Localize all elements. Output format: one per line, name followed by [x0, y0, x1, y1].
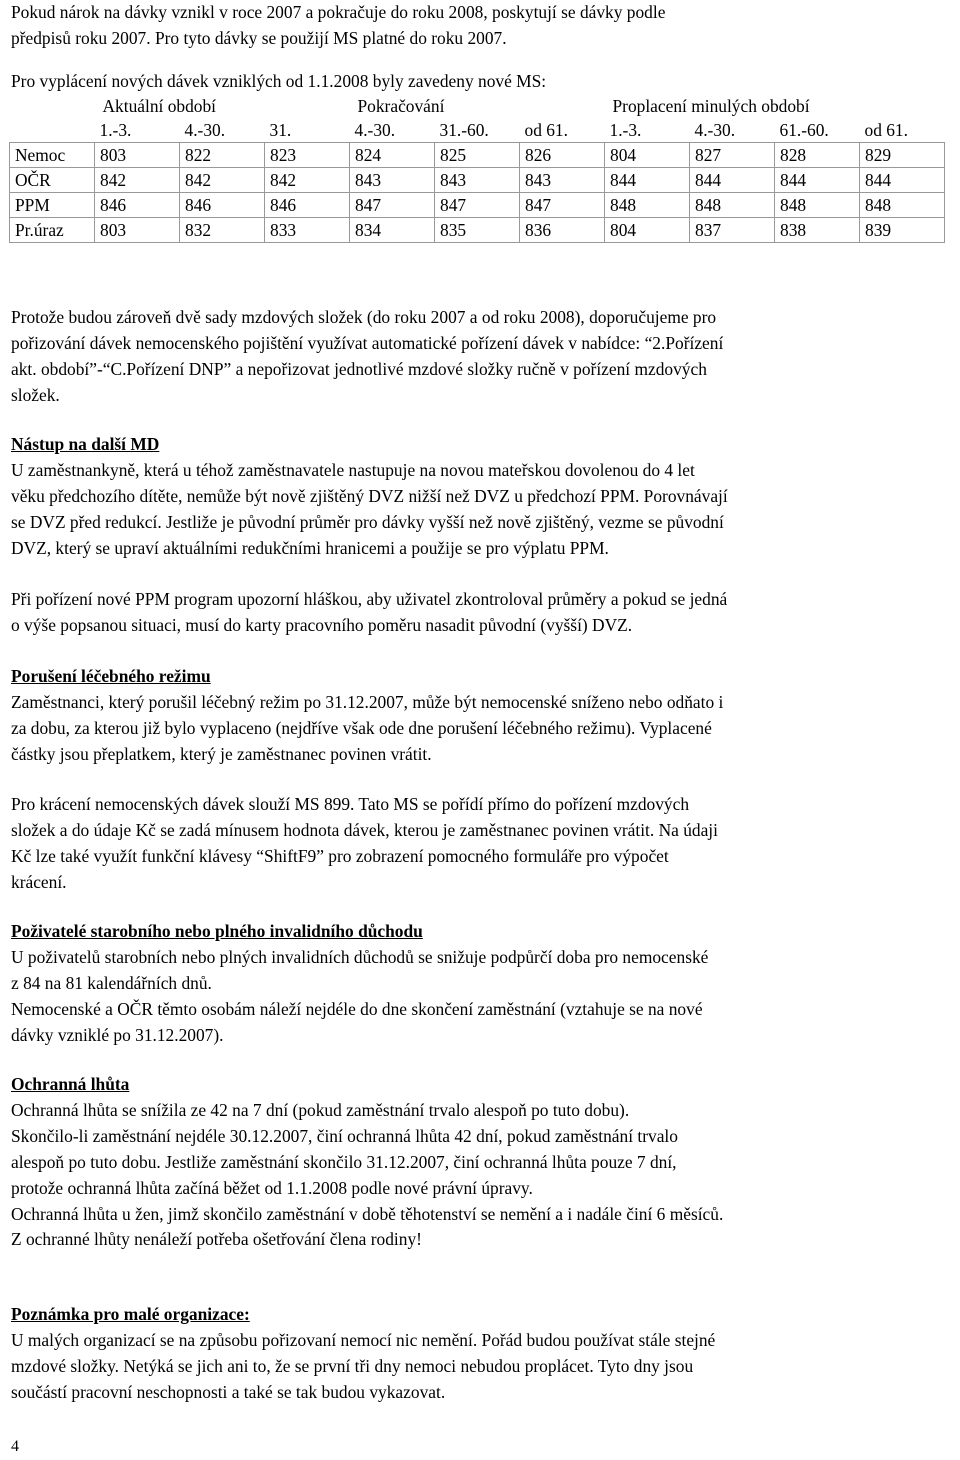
table-cell: 844 — [775, 168, 860, 193]
period-header: 31. — [269, 120, 292, 140]
section-duchod — [11, 919, 951, 1049]
table-cell: 825 — [435, 143, 520, 168]
group-header: Proplacení minulých období — [612, 96, 810, 116]
text-line: U zaměstnankyně, která u téhož zaměstnavatele nastupuje na novou mateřskou dovolenou do 4 let — [11, 459, 695, 480]
table-cell: 843 — [520, 168, 605, 193]
table-cell: 848 — [605, 193, 690, 218]
text-line: Ochranná lhůta u žen, jimž skončilo zaměstnání v době těhotenství se nemění a i nadále činí 6 měsíců. — [11, 1203, 724, 1224]
table-cell: 846 — [95, 193, 180, 218]
text-line: mzdové složky. Netýká se jich ani to, že se první tři dny nemoci nebudou proplácet. Tyto dny jsou — [11, 1355, 694, 1376]
section-male-organizace — [11, 1302, 951, 1406]
table-cell: 844 — [690, 168, 775, 193]
row-label: Nemoc — [10, 143, 95, 168]
table-row — [10, 168, 945, 193]
text-line: Kč lze také využít funkční klávesy “ShiftF9” pro zobrazení pomocného formuláře pro výpočet — [11, 845, 669, 866]
section-heading: Nástup na další MD — [11, 434, 160, 454]
section-heading: Ochranná lhůta — [11, 1074, 130, 1094]
table-cell: 842 — [265, 168, 350, 193]
table-cell: 803 — [95, 218, 180, 243]
text-line: z 84 na 81 kalendářních dnů. — [11, 972, 212, 993]
table-cell: 824 — [350, 143, 435, 168]
ms-table — [9, 94, 945, 243]
text-line: Pokud nárok na dávky vznikl v roce 2007 a pokračuje do roku 2008, poskytují se dávky podle — [11, 2, 666, 22]
page-number: 4 — [11, 1438, 19, 1455]
table-cell: 839 — [860, 218, 945, 243]
group-header: Aktuální období — [102, 96, 217, 116]
text-line: součástí pracovní neschopnosti a také se tak budou vykazovat. — [11, 1381, 446, 1402]
table-cell: 842 — [180, 168, 265, 193]
text-line: krácení. — [11, 871, 67, 892]
table-cell: 836 — [520, 218, 605, 243]
row-label: OČR — [10, 168, 95, 193]
period-header: od 61. — [524, 120, 568, 140]
table-cell: 822 — [180, 143, 265, 168]
text-line: složek. — [11, 384, 60, 405]
text-line: částky jsou přeplatkem, který je zaměstnanec povinen vrátit. — [11, 743, 432, 764]
text-line: protože ochranná lhůta začíná běžet od 1.1.2008 podle nové právní úpravy. — [11, 1177, 533, 1198]
table-cell: 848 — [690, 193, 775, 218]
text-line: složek a do údaje Kč se zadá mínusem hodnota dávek, kterou je zaměstnanec povinen vrátit. Na údaji — [11, 819, 718, 840]
new-ms-line — [11, 69, 951, 95]
table-cell: 835 — [435, 218, 520, 243]
table-cell: 848 — [860, 193, 945, 218]
kraceni-paragraph — [11, 792, 951, 896]
table-cell: 803 — [95, 143, 180, 168]
period-header: 31.-60. — [439, 120, 489, 140]
table-cell: 847 — [435, 193, 520, 218]
text-line: Zaměstnanci, který porušil léčebný režim po 31.12.2007, může být nemocenské sníženo nebo odňato i — [11, 691, 724, 712]
table-cell: 823 — [265, 143, 350, 168]
table-cell: 843 — [350, 168, 435, 193]
table-cell: 804 — [605, 218, 690, 243]
table-cell: 846 — [265, 193, 350, 218]
table-cell: 833 — [265, 218, 350, 243]
table-cell: 847 — [520, 193, 605, 218]
text-line: Nemocenské a OČR těmto osobám náleží nejdéle do dne skončení zaměstnání (vztahuje se na nové — [11, 998, 703, 1019]
table-group-row — [10, 94, 945, 118]
period-header: 61.-60. — [779, 120, 829, 140]
text-line: Při pořízení nové PPM program upozorní hláškou, aby uživatel zkontroloval průměry a pokud se jedná — [11, 589, 728, 609]
ppm-paragraph — [11, 587, 951, 639]
table-cell: 828 — [775, 143, 860, 168]
row-label: PPM — [10, 193, 95, 218]
text-line: za dobu, za kterou již bylo vyplaceno (nejdříve však ode dne porušení léčebného režimu). Vyplacené — [11, 717, 712, 738]
text-line: Z ochranné lhůty nenáleží potřeba ošetřování člena rodiny! — [11, 1229, 422, 1250]
table-cell: 832 — [180, 218, 265, 243]
table-cell: 829 — [860, 143, 945, 168]
table-cell: 842 — [95, 168, 180, 193]
text-line: dávky vzniklé po 31.12.2007). — [11, 1024, 224, 1045]
period-header: 1.-3. — [609, 120, 642, 140]
text-line: o výše popsanou situaci, musí do karty pracovního poměru nasadit původní (vyšší) DVZ. — [11, 614, 633, 635]
table-cell: 847 — [350, 193, 435, 218]
table-cell: 844 — [860, 168, 945, 193]
table-cell: 843 — [435, 168, 520, 193]
text-line: pořizování dávek nemocenského pojištění využívat automatické pořízení dávek v nabídce: “2.Pořízení — [11, 332, 724, 353]
text-line: Ochranná lhůta se snížila ze 42 na 7 dní (pokud zaměstnání trvalo alespoň po tuto dobu). — [11, 1099, 630, 1120]
intro-paragraph — [11, 0, 951, 52]
table-cell: 827 — [690, 143, 775, 168]
text-line: Protože budou zároveň dvě sady mzdových složek (do roku 2007 a od roku 2008), doporučujeme pro — [11, 307, 717, 327]
section-heading: Poznámka pro malé organizace: — [11, 1304, 250, 1324]
text-line: U malých organizací se na způsobu pořizovaní nemocí nic nemění. Pořád budou používat stále stejné — [11, 1329, 716, 1350]
table-row — [10, 143, 945, 168]
section-rezim — [11, 664, 951, 768]
table-row — [10, 218, 945, 243]
text-line: věku předchozího dítěte, nemůže být nově zjištěný DVZ nižší než DVZ u předchozí PPM. Porovnávají — [11, 485, 728, 506]
period-header: 4.-30. — [694, 120, 736, 140]
table-cell: 837 — [690, 218, 775, 243]
text-line: DVZ, který se upraví aktuálními redukčními hranicemi a použije se pro výplatu PPM. — [11, 537, 609, 558]
period-header: 1.-3. — [99, 120, 132, 140]
text-line: Pro vyplácení nových dávek vzniklých od 1.1.2008 byly zavedeny nové MS: — [11, 71, 547, 91]
text-line: alespoň po tuto dobu. Jestliže zaměstnání skončilo 31.12.2007, činí ochranná lhůta pouze 7 dní, — [11, 1151, 677, 1172]
text-line: akt. období”-“C.Pořízení DNP” a nepořizovat jednotlivé mzdové složky ručně v pořízení mzdových — [11, 358, 707, 379]
table-cell: 838 — [775, 218, 860, 243]
text-line: U poživatelů starobních nebo plných invalidních důchodů se snižuje podpůrčí doba pro nemocenské — [11, 946, 709, 967]
table-cell: 834 — [350, 218, 435, 243]
table-cell: 804 — [605, 143, 690, 168]
section-heading: Porušení léčebného režimu — [11, 666, 211, 686]
text-line: Skončilo-li zaměstnání nejdéle 30.12.2007, činí ochranná lhůta 42 dní, pokud zaměstnání trvalo — [11, 1125, 678, 1146]
table-cell: 826 — [520, 143, 605, 168]
table-cell: 844 — [605, 168, 690, 193]
section-lhuta — [11, 1072, 951, 1253]
group-header: Pokračování — [357, 96, 445, 116]
period-header: od 61. — [864, 120, 908, 140]
section-heading: Poživatelé starobního nebo plného invalidního důchodu — [11, 921, 423, 941]
table-cell: 848 — [775, 193, 860, 218]
table-row — [10, 193, 945, 218]
table-cell: 846 — [180, 193, 265, 218]
text-line: Pro krácení nemocenských dávek slouží MS 899. Tato MS se pořídí přímo do pořízení mzdových — [11, 794, 690, 814]
recommendation-paragraph — [11, 305, 951, 409]
table-period-row — [10, 118, 945, 143]
section-md — [11, 432, 951, 562]
text-line: se DVZ před redukcí. Jestliže je původní průměr pro dávky vyšší než nově zjištěný, vezme se původní — [11, 511, 724, 532]
period-header: 4.-30. — [354, 120, 396, 140]
period-header: 4.-30. — [184, 120, 226, 140]
row-label: Pr.úraz — [10, 218, 95, 243]
text-line: předpisů roku 2007. Pro tyto dávky se použijí MS platné do roku 2007. — [11, 27, 507, 48]
